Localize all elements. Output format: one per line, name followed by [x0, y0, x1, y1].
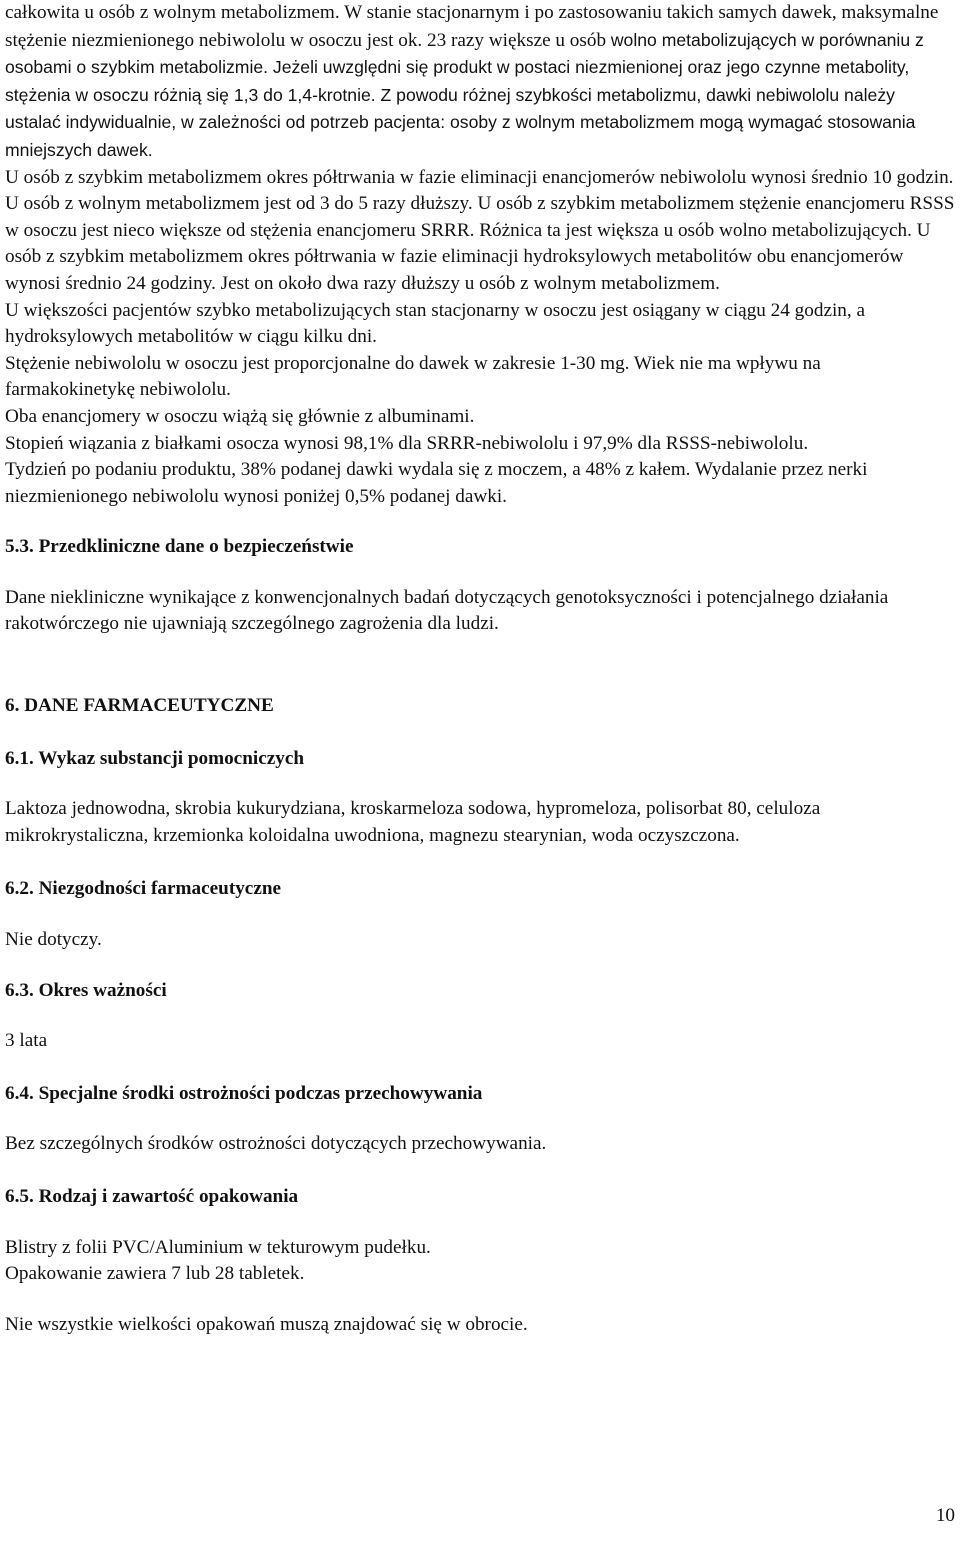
pk-paragraph-3: U większości pacjentów szybko metabolizujących stan stacjonarny w osoczu jest osiągany w ciągu 24 godzin, a hydroksylowych metabolitów w ciągu kilku dni.: [5, 299, 865, 348]
pk-paragraph-7: Tydzień po podaniu produktu, 38% podanej dawki wydala się z moczem, a 48% z kałem. Wydalanie przez nerki niezmienionego nebiwololu wynosi poniżej 0,5% podanej dawki.: [5, 459, 868, 507]
section-6-3-text: 3 lata: [5, 1030, 48, 1052]
section-6-1-text: Laktoza jednowodna, skrobia kukurydziana, kroskarmeloza sodowa, hypromeloza, polisorbat 80, celuloza mikrokrystaliczna, krzemionka koloidalna uwodniona, magnezu stearynian, woda oczyszczona.: [5, 798, 821, 846]
section-6-2-text: Nie dotyczy.: [5, 929, 102, 951]
pk-paragraph-1-sans: wolno metabolizujących w porównaniu z osobami o szybkim metabolizmie. Jeżeli uwzględni się produkt w postaci niezmienionej oraz jego czynne metabolity, stężenia w osoczu różnią się 1,3 do 1,4-krotnie. Z powodu różnej szybkości metabolizmu, dawki nebiwololu należy ustalać indywidualnie, w zależności od potrzeb pacjenta: osoby z wolnym metabolizmem mogą wymagać stosowania mniejszych dawek.: [5, 29, 924, 160]
section-6-heading: 6. DANE FARMACEUTYCZNE: [5, 695, 274, 717]
section-6-5-heading: 6.5. Rodzaj i zawartość opakowania: [5, 1186, 299, 1207]
pk-paragraph-1: [5, 0, 955, 165]
section-5-3-text: Dane niekliniczne wynikające z konwencjonalnych badań dotyczących genotoksyczności i potencjalnego działania rakotwórczego nie ujawniają szczególnego zagrożenia dla ludzi.: [5, 586, 889, 635]
section-6-4-heading: 6.4. Specjalne środki ostrożności podczas przechowywania: [5, 1082, 483, 1104]
pk-paragraph-5: Oba enancjomery w osoczu wiążą się głównie z albuminami.: [5, 405, 475, 427]
section-6-2-heading: 6.2. Niezgodności farmaceutyczne: [5, 878, 282, 900]
pk-paragraph-2: U osób z szybkim metabolizmem okres półtrwania w fazie eliminacji enancjomerów nebiwololu wynosi średnio 10 godzin. U osób z wolnym metabolizmem jest od 3 do 5 razy dłuższy. U osób z szybkim metabolizmem stężenie enancjomeru RSSS w osoczu jest nieco większe od stężenia enancjomeru SRRR. Różnica ta jest większa u osób wolno metabolizujących. U osób z szybkim metabolizmem okres półtrwania w fazie eliminacji hydroksylowych metabolitów obu enancjomerów wynosi średnio 24 godziny. Jest on około dwa razy dłuższy u osób z wolnym metabolizmem.: [5, 166, 955, 294]
pk-paragraph-4: Stężenie nebiwololu w osoczu jest proporcjonalne do dawek w zakresie 1-30 mg. Wiek nie ma wpływu na farmakokinetykę nebiwololu.: [5, 352, 821, 401]
pk-paragraph-1-serif: całkowita u osób z wolnym metabolizmem. W stanie stacjonarnym i po zastosowaniu takich samych dawek, maksymalne stężenie niezmienionego nebiwololu w osoczu jest ok. 23 razy większe u osób: [5, 2, 939, 51]
section-6-4-text: Bez szczególnych środków ostrożności dotyczących przechowywania.: [5, 1133, 547, 1155]
document-page: [5, 0, 955, 1338]
section-6-5-text-2: Opakowanie zawiera 7 lub 28 tabletek.: [5, 1263, 305, 1285]
section-6-5-text-3: Nie wszystkie wielkości opakowań muszą znajdować się w obrocie.: [5, 1313, 528, 1335]
section-5-3-heading: 5.3. Przedkliniczne dane o bezpieczeństwie: [5, 536, 354, 558]
section-6-3-heading: 6.3. Okres ważności: [5, 979, 167, 1001]
page-number: 10: [935, 1505, 955, 1526]
pk-paragraph-6: Stopień wiązania z białkami osocza wynosi 98,1% dla SRRR-nebiwololu i 97,9% dla RSSS-nebiwololu.: [5, 432, 809, 454]
section-6-5-text-1: Blistry z folii PVC/Aluminium w tekturowym pudełku.: [5, 1236, 431, 1258]
section-6-1-heading: 6.1. Wykaz substancji pomocniczych: [5, 747, 305, 769]
